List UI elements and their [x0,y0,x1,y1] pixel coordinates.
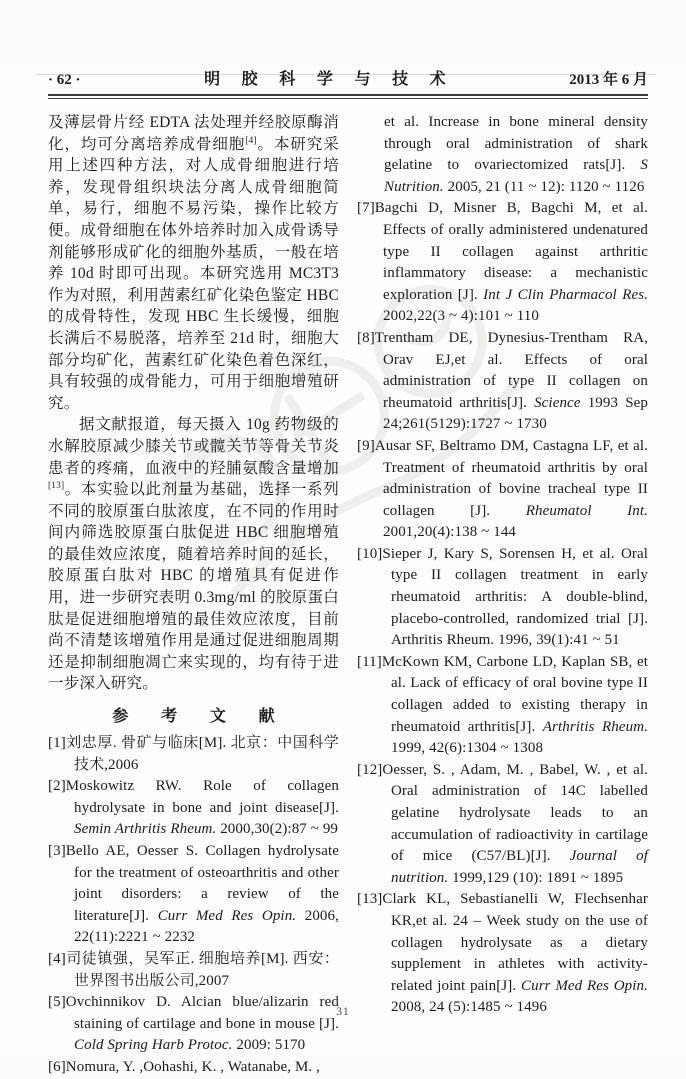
reference-item: [9]Ausar SF, Beltramo DM, Castagna LF, et al. Treatment of rheumatoid arthritis by oral administration of bovine tracheal type II collagen [J]. Rheumatol Int. 2001,20(4):138 ~ 144 [357,437,648,541]
reference-item: [12]Oesser, S. , Adam, M. , Babel, W. , et al. Oral administration of 14C labelled gelatine hydrolysate leads to an accumulation of radioactivity in cartilage of mice (C57/BL)[J]. Journal of nutrition. 1999,129 (10): 1891 ~ 1895 [357,761,648,886]
reference-label: [3] [48,843,66,859]
body-paragraph: 据文献报道，每天摄入 10g 药物级的水解胶原减少膝关节或髋关节等骨关节炎患者的疼痛，血液中的羟脯氨酸含量增加[13]。本实验以此剂量为基础，选择一系列不同的胶原蛋白肽浓度，在不同的作用时间内筛选胶原蛋白肽促进 HBC 细胞增殖的最佳效应浓度，随着培养时间的延长，胶原蛋白肽对 HBC 的增殖具有促进作用，进一步研究表明 0.3mg/ml 的胶原蛋白肽是促进细胞增殖的最佳效应浓度，目前尚不清楚该增殖作用是通过促进细胞周期还是抑制细胞凋亡来实现的，均有待于进一步深入研究。 [48,416,339,693]
body-paragraph: 及薄层骨片经 EDTA 法处理并经胶原酶消化，均可分离培养成骨细胞[4]。本研究采用上述四种方法，对人成骨细胞进行培养，发现骨组织块法分离人成骨细胞简单，易行，细胞不易污染，操作比较方便。成骨细胞在体外培养时加入成骨诱导剂能够形成矿化的细胞外基质，一般在培养 10d 时即可出现。本研究选用 MC3T3 作为对照，利用茜素红矿化染色鉴定 HBC 的成骨特性，发现 HBC 生长缓慢，细胞长满后不易脱落，培养至 21d 时，细胞大部分均矿化，茜素红矿化染色着色深红，具有较强的成骨能力，可用于细胞增殖研究。 [48,114,339,412]
issue-date: 2013 年 6 月 [569,72,648,88]
page-body [48,112,648,1079]
right-column [357,112,648,1079]
reference-item: [4]司徒镇强，吴军正. 细胞培养[M]. 西安：世界图书出版公司,2007 [48,950,339,989]
references-heading: 参 考 文 献 [112,708,290,726]
journal-title: 明 胶 科 学 与 技 术 [204,71,455,88]
header-rule [48,94,648,99]
reference-item: [11]McKown KM, Carbone LD, Kaplan SB, et al. Lack of efficacy of oral bovine type II collagen added to existing therapy in rheumatoid arthritis[J]. Arthritis Rheum. 1999, 42(6):1304 ~ 1308 [357,653,648,757]
reference-label: [12] [357,761,383,778]
reference-item: [8]Trentham DE, Dynesius-Trentham RA, Orav EJ,et al. Effects of oral administration of type II collagen on rheumatoid arthritis[J]. Science 1993 Sep 24;261(5129):1727 ~ 1730 [357,329,649,433]
reference-label: [6] [48,1058,66,1075]
reference-label: [10] [357,545,383,562]
reference-item: [13]Clark KL, Sebastianelli W, Flechsenhar KR,et al. 24 – Week study on the use of collagen hydrolysate as a dietary supplement in athletes with activity-related joint pain[J]. Curr Med Res Opin. 2008, 24 (5):1485 ~ 1496 [357,891,648,1016]
journal-page [0,66,686,1075]
reference-label: [13] [357,891,383,908]
reference-list-left [48,733,339,1079]
reference-label: [11] [357,653,382,670]
reference-item: [2]Moskowitz RW. Role of collagen hydrolysate in bone and joint disease[J]. Semin Arthritis Rheum. 2000,30(2):87 ~ 99 [48,778,339,838]
reference-label: [4] [48,950,66,967]
reference-label: [1] [48,735,66,752]
reference-label: [2] [48,778,66,795]
page-header [48,66,648,89]
reference-item: [3]Bello AE, Oesser S. Collagen hydrolysate for the treatment of osteoarthritis and other joint disorders: a review of the literature[J]. Curr Med Res Opin. 2006, 22(11):2221 ~ 2232 [48,843,339,946]
reference-item: [10]Sieper J, Kary S, Sorensen H, et al. Oral type II collagen treatment in early rheumatoid arthritis: A double-blind, placebo-controlled, randomized trial [J]. Arthritis Rheum. 1996, 39(1):41 ~ 51 [357,545,648,649]
reference-label: [5] [48,994,66,1011]
header-page-label: · 62 · [48,72,81,88]
reference-item: [7]Bagchi D, Misner B, Bagchi M, et al. Effects of orally administered undenatured type II collagen against arthritic inflammatory disease: a mechanistic exploration [J]. Int J Clin Pharmacol Res. 2002,22(3 ~ 4):101 ~ 110 [357,200,648,325]
reference-item: [1]刘忠厚. 骨矿与临床[M]. 北京：中国科学技术,2006 [48,735,339,773]
reference-continuation: et al. Increase in bone mineral density through oral administration of shark gelatine to ovariectomized rats[J]. S Nutrition. 2005, 21 (11 ~ 12): 1120 ~ 1126 [384,114,648,195]
reference-list-right [357,198,648,1019]
left-column [48,112,339,1079]
page-footer [0,1002,686,1020]
reference-item: [6]Nomura, Y. ,Oohashi, K. , Watanabe, M. , [48,1058,320,1075]
footer-page-number: 31 [336,1006,350,1018]
reference-label: [8] [357,329,375,346]
reference-item: [5]Ovchinnikov D. Alcian blue/alizarin red staining of cartilage and bone in mouse [J]. Cold Spring Harb Protoc. 2009: 5170 [48,994,339,1054]
reference-label: [7] [357,200,375,217]
reference-label: [9] [357,437,375,454]
